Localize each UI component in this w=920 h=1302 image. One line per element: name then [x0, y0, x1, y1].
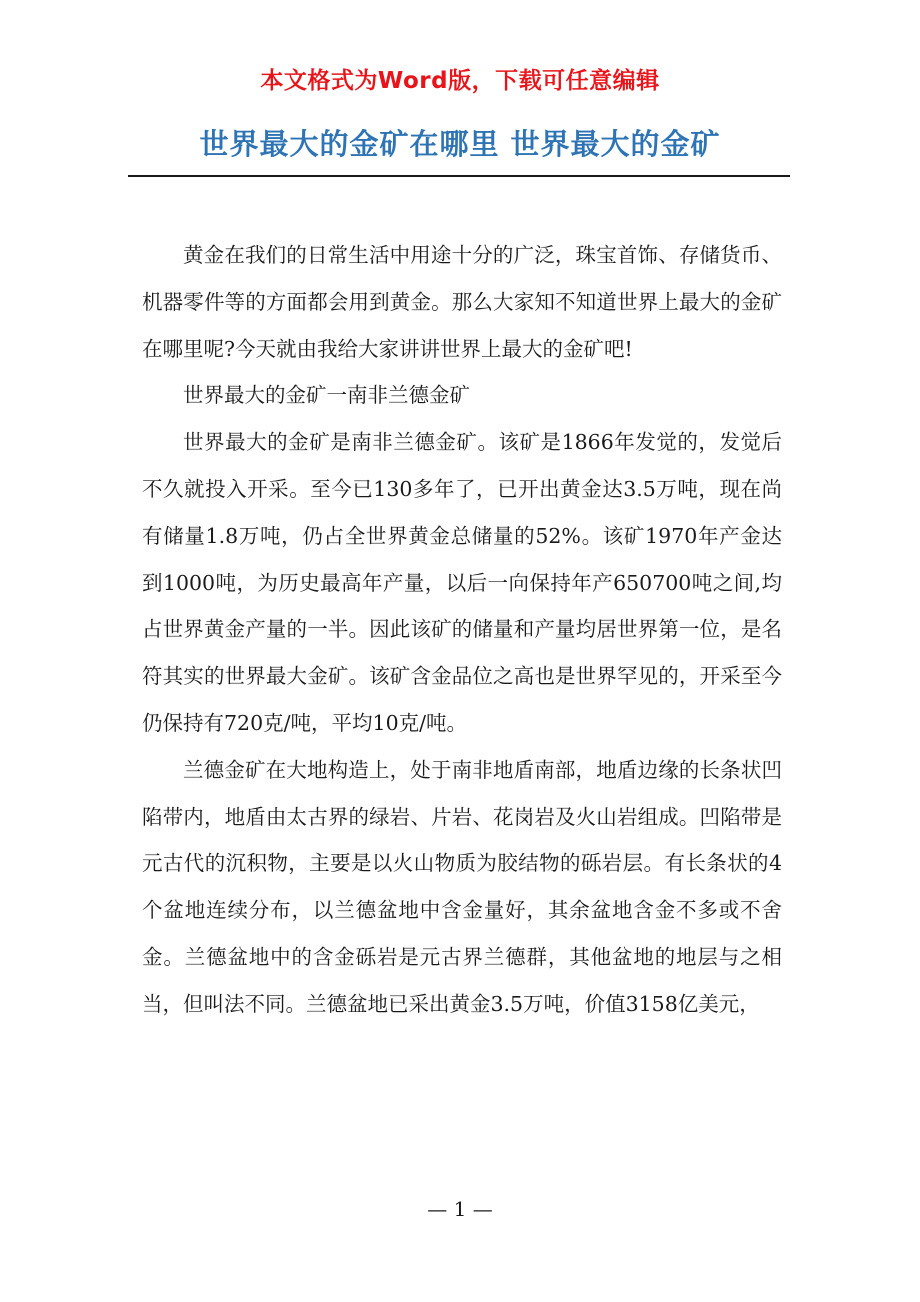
page-number: — 1 — [427, 1197, 493, 1221]
title-divider [128, 175, 790, 177]
page-title: 世界最大的金矿在哪里 世界最大的金矿 [199, 127, 721, 161]
section-heading: 世界最大的金矿一南非兰德金矿 [183, 383, 470, 408]
paragraph-rand-geology: 兰德金矿在大地构造上，处于南非地盾南部，地盾边缘的长条状凹陷带内，地盾由太古界的绿岩、片岩、花岗岩及火山岩组成。凹陷带是元古代的沉积物，主要是以火山物质为胶结物的砾岩层。有长条状的4个盆地连续分布，以兰德盆地中含金量好，其余盆地含金不多或不舍金。兰德盆地中的含金砾岩是元古界兰德群，其他盆地的地层与之相当，但叫法不同。兰德盆地已采出黄金3.5万吨，价值3158亿美元， [142, 757, 782, 1016]
paragraph-intro: 黄金在我们的日常生活中用途十分的广泛，珠宝首饰、存储货币、机器零件等的方面都会用到黄金。那么大家知不知道世界上最大的金矿在哪里呢?今天就由我给大家讲讲世界上最大的金矿吧! [142, 243, 782, 361]
article-body [142, 232, 782, 1028]
paragraph-rand-overview: 世界最大的金矿是南非兰德金矿。该矿是1866年发觉的，发觉后不久就投入开采。至今已130多年了，已开出黄金达3.5万吨，现在尚有储量1.8万吨，仍占全世界黄金总储量的52%。该矿1970年产金达到1000吨，为历史最高年产量，以后一向保持年产650700吨之间,均占世界黄金产量的一半。因此该矿的储量和产量均居世界第一位，是名符其实的世界最大金矿。该矿含金品位之高也是世界罕见的，开采至今仍保持有720克/吨，平均10克/吨。 [142, 430, 782, 735]
format-banner: 本文格式为Word版，下载可任意编辑 [260, 68, 660, 94]
